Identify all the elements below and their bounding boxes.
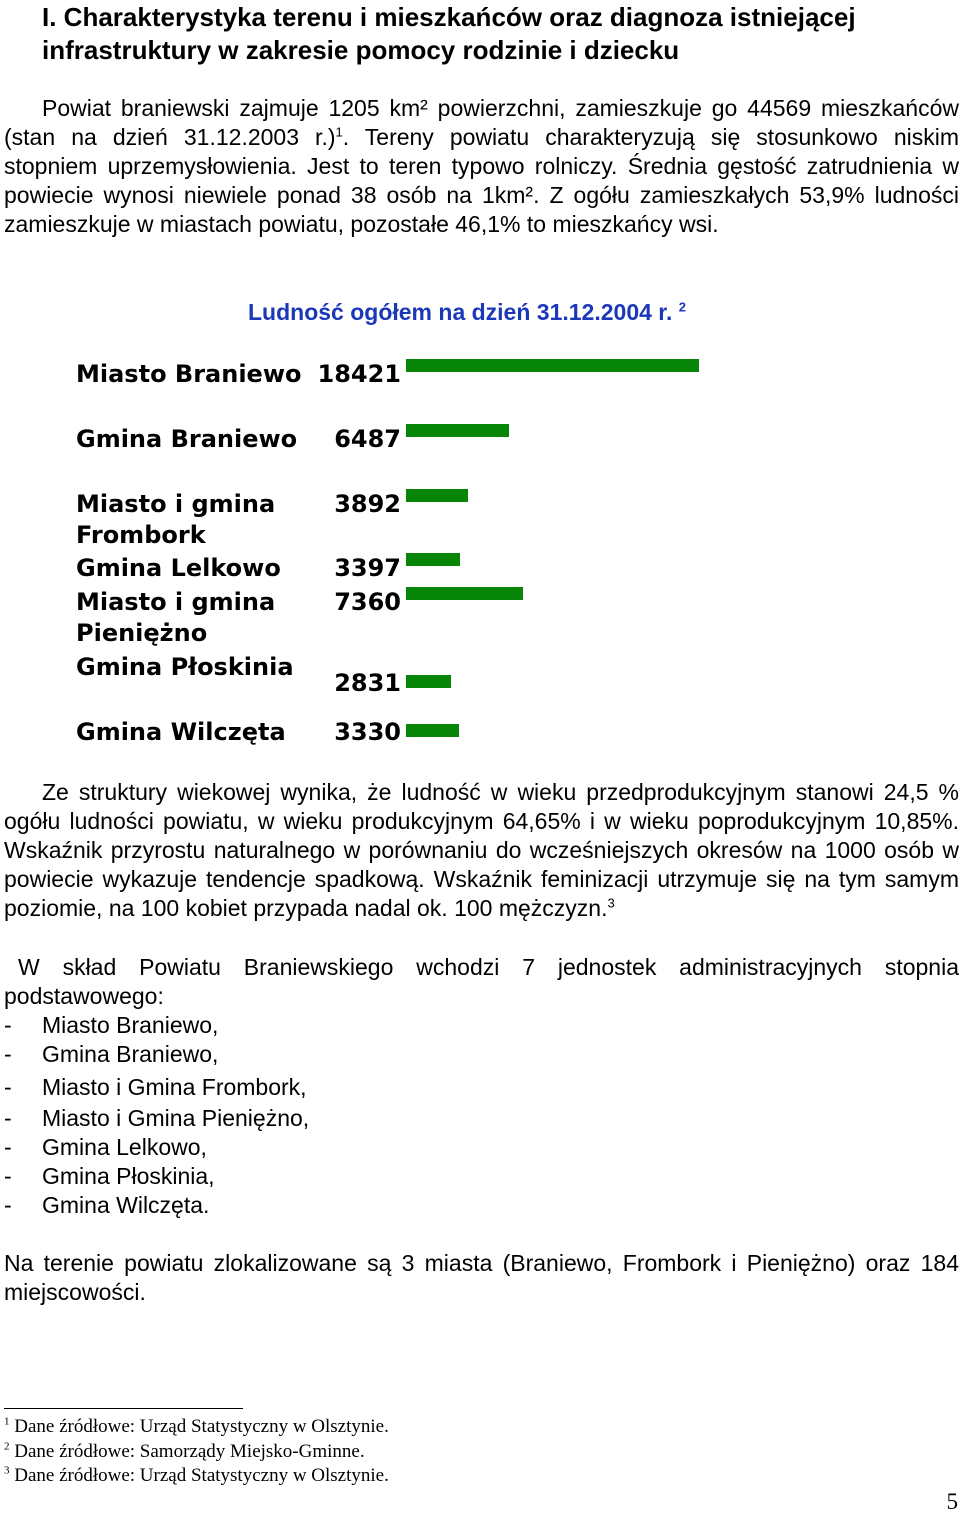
chart-value-label: 3892	[334, 490, 401, 518]
list-item-text: Miasto i Gmina Pieniężno,	[42, 1105, 310, 1131]
list-dash: -	[4, 1105, 12, 1131]
chart-bar	[406, 553, 460, 566]
chart-category-label: Gmina Płoskinia	[76, 653, 294, 681]
page-number: 5	[946, 1489, 958, 1514]
list-item-text: Gmina Braniewo,	[42, 1041, 219, 1067]
list-item-text: Miasto Braniewo,	[42, 1012, 219, 1038]
footnote-text: Dane źródłowe: Urząd Statystyczny w Olsztynie.	[9, 1465, 389, 1486]
chart-category-label: Miasto i gmina Frombork	[76, 490, 276, 549]
chart-category-label: Gmina Lelkowo	[76, 554, 281, 582]
chart-title	[248, 298, 686, 327]
chart-value-label: 18421	[317, 360, 401, 388]
list-dash: -	[4, 1012, 12, 1038]
list-item-text: Gmina Wilczęta.	[42, 1192, 210, 1218]
footnote-number: 2	[4, 1440, 10, 1453]
intro-paragraph	[4, 94, 959, 239]
chart-category-label: Gmina Wilczęta	[76, 718, 286, 746]
footnote-3	[4, 1464, 904, 1488]
footnote-ref-1: 1	[335, 124, 343, 140]
towns-paragraph: Na terenie powiatu zlokalizowane są 3 miasta (Braniewo, Frombork i Pieniężno) oraz 184 miejscowości.	[4, 1250, 959, 1305]
list-item-text: Gmina Lelkowo,	[42, 1134, 207, 1160]
chart-bar	[406, 424, 509, 437]
list-dash: -	[4, 1041, 12, 1067]
list-item-text: Miasto i Gmina Frombork,	[42, 1074, 307, 1100]
footnote-ref-2: 2	[678, 299, 686, 315]
footnote-number: 1	[4, 1415, 10, 1428]
chart-category-label: Miasto i gmina Pieniężno	[76, 588, 276, 647]
list-dash: -	[4, 1134, 12, 1160]
age-structure-text: Ze struktury wiekowej wynika, że ludność w wieku przedprodukcyjnym stanowi 24,5 % ogółu ludności powiatu, w wieku produkcyjnym 64,65% i w wieku poprodukcyjnym 10,85%. Wskaźnik przyrostu naturalnego w porównaniu do wcześniejszych okresów na 1000 osób w powiecie wykazuje tendencje spadkową. Wskaźnik feminizacji utrzymuje się na tym samym poziomie, na 100 kobiet przypada nadal ok. 100 mężczyzn.	[4, 779, 959, 921]
footnote-separator	[4, 1408, 243, 1409]
chart-category-label: Miasto Braniewo	[76, 360, 302, 388]
footnote-2	[4, 1440, 904, 1464]
units-intro-paragraph: W skład Powiatu Braniewskiego wchodzi 7 jednostek administracyjnych stopnia podstawowego:	[4, 954, 959, 1009]
chart-bar	[406, 724, 459, 737]
list-dash: -	[4, 1163, 12, 1189]
list-dash: -	[4, 1192, 12, 1218]
intro-text-1: Powiat braniewski zajmuje 1205 km² powierzchni, zamieszkuje go 44569 mieszkańców (stan na dzień 31.12.2003 r.)	[4, 95, 959, 150]
chart-title-text: Ludność ogółem na dzień 31.12.2004 r.	[248, 299, 673, 325]
intro-text-2: . Tereny powiatu charakteryzują się stosunkowo niskim stopniem uprzemysłowienia. Jest to teren typowo rolniczy. Średnia gęstość zatrudnienia w powiecie wynosi niewiele ponad 38 osób na 1km². Z ogółu zamieszkałych 53,9% ludności zamieszkuje w miastach powiatu, pozostałe 46,1% to mieszkańcy wsi.	[4, 124, 959, 237]
chart-value-label: 2831	[334, 669, 401, 697]
list-item-text: Gmina Płoskinia,	[42, 1163, 215, 1189]
footnote-ref-3: 3	[607, 895, 615, 911]
chart-value-label: 3330	[334, 718, 401, 746]
footnote-number: 3	[4, 1464, 10, 1477]
footnote-text: Dane źródłowe: Urząd Statystyczny w Olsztynie.	[9, 1416, 389, 1437]
section-heading: I. Charakterystyka terenu i mieszkańców oraz diagnoza istniejącej infrastruktury w zakresie pomocy rodzinie i dziecku	[42, 2, 856, 65]
chart-bar	[406, 359, 699, 372]
chart-category-label: Gmina Braniewo	[76, 425, 298, 453]
chart-value-label: 7360	[334, 588, 401, 616]
footnote-text: Dane źródłowe: Samorządy Miejsko-Gminne.	[9, 1441, 365, 1462]
list-dash: -	[4, 1074, 12, 1100]
footnote-1	[4, 1415, 904, 1439]
chart-bar	[406, 489, 468, 502]
age-structure-paragraph	[4, 778, 959, 923]
chart-bar	[406, 675, 451, 688]
chart-value-label: 3397	[334, 554, 401, 582]
chart-value-label: 6487	[334, 425, 401, 453]
chart-bar	[406, 587, 523, 600]
